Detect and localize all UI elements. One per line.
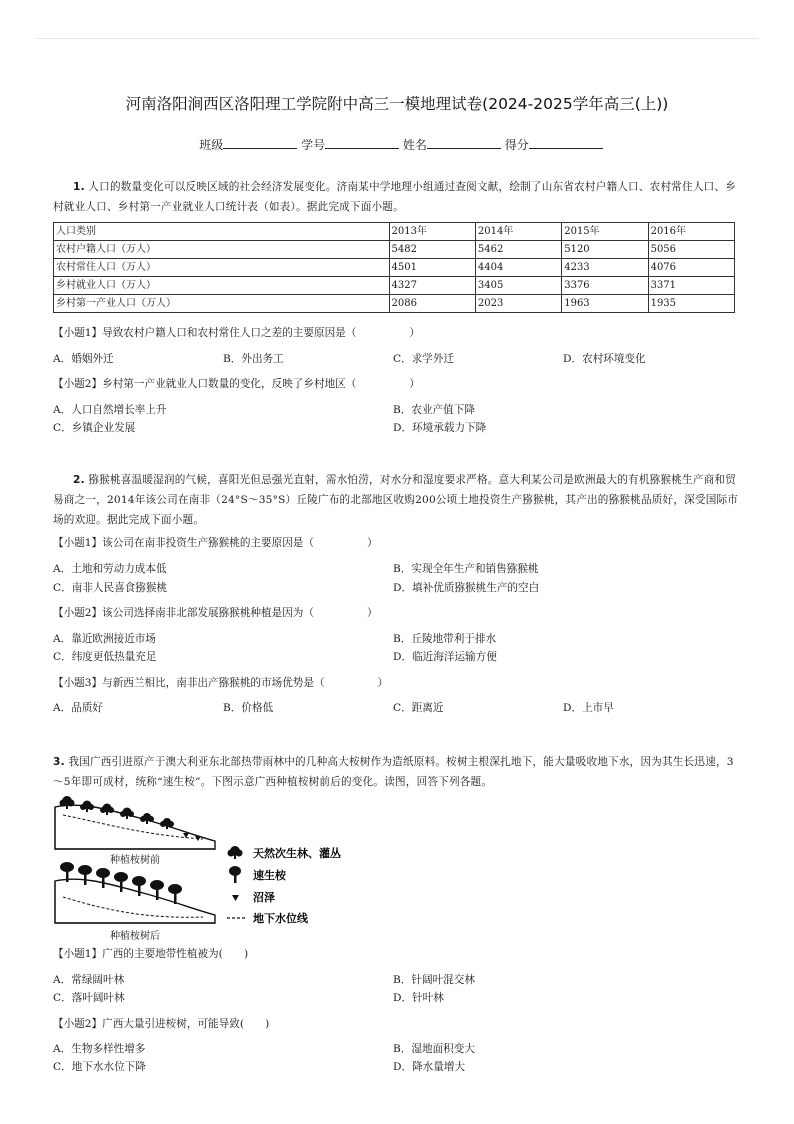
option-a[interactable]: A．品质好	[53, 702, 104, 714]
q1-sub2-question: 【小题2】乡村第一产业就业人口数量的变化，反映了乡村地区（ ）	[53, 378, 420, 390]
after-planting-panel	[55, 862, 215, 941]
eucalyptus-icon	[229, 866, 241, 883]
option-d[interactable]: D．填补优质猕猴桃生产的空白	[393, 582, 540, 594]
table-cell: 4327	[389, 277, 475, 295]
legend-label-groundwater: 地下水位线	[253, 912, 308, 925]
page-title: 河南洛阳涧西区洛阳理工学院附中高三一模地理试卷(2024-2025学年高三(上))	[125, 95, 669, 113]
option-c[interactable]: C．求学外迁	[393, 353, 455, 365]
table-cell: 3405	[475, 277, 561, 295]
q2-sub2-question: 【小题2】该公司选择南非北部发展猕猴桃种植是因为（ ）	[53, 607, 378, 619]
table-cell: 乡村就业人口（万人）	[54, 277, 390, 295]
table-cell: 4501	[389, 259, 475, 277]
name-blank[interactable]	[427, 136, 501, 149]
secondary-forest-icon	[228, 846, 243, 859]
question-text: 人口的数量变化可以反映区域的社会经济发展变化。济南某中学地理小组通过查阅文献，绘制了山东省农村户籍人口、农村常住人口、乡村就业人口、乡村第一产业就业人口统计表（如表）。据此完成下面小题。	[53, 181, 736, 213]
option-a[interactable]: A．靠近欧洲接近市场	[53, 633, 156, 645]
option-a[interactable]: A．婚姻外迁	[53, 353, 114, 365]
table-cell: 2023	[475, 295, 561, 313]
option-c[interactable]: C．距离近	[393, 702, 444, 714]
option-a[interactable]: A．常绿阔叶林	[53, 974, 125, 986]
question-text: 我国广西引进原产于澳大利亚东北部热带雨林中的几种高大桉树作为造纸原料。桉树主根深扎地下，能大量吸收地下水，因为其生长迅速，3～5年即可成材，统称“速生桉”。下图示意广西种植桉树前后的变化。读图，回答下列各题。	[53, 756, 734, 788]
table-row	[54, 295, 735, 313]
table-cell: 1935	[648, 295, 734, 313]
table-cell: 农村户籍人口（万人）	[54, 241, 390, 259]
option-c[interactable]: C．乡镇企业发展	[53, 422, 136, 434]
number-blank[interactable]	[325, 136, 399, 149]
table-cell: 农村常住人口（万人）	[54, 259, 390, 277]
legend-label-forest: 天然次生林、灌丛	[253, 847, 341, 860]
table-cell: 4233	[562, 259, 648, 277]
legend-label-swamp: 沼泽	[253, 891, 275, 904]
option-d[interactable]: D．环境承载力下降	[393, 422, 487, 434]
score-label: 得分	[504, 138, 529, 152]
table-header-cell: 2015年	[562, 223, 648, 241]
option-d[interactable]: D．上市早	[563, 702, 614, 714]
name-label: 姓名	[402, 138, 427, 152]
table-header-cell: 2016年	[648, 223, 734, 241]
table-cell: 4076	[648, 259, 734, 277]
table-cell: 5462	[475, 241, 561, 259]
legend-label-eucalyptus: 速生桉	[253, 869, 286, 882]
option-c[interactable]: C．地下水水位下降	[53, 1061, 146, 1073]
diagram-legend	[227, 846, 341, 925]
option-d[interactable]: D．临近海洋运输方便	[393, 651, 497, 663]
before-planting-panel	[55, 796, 215, 866]
q2-sub3-question: 【小题3】与新西兰相比，南非出产猕猴桃的市场优势是（ ）	[53, 677, 389, 689]
table-header-row	[54, 223, 735, 241]
option-a[interactable]: A．人口自然增长率上升	[53, 404, 167, 416]
table-cell: 3371	[648, 277, 734, 295]
table-cell: 乡村第一产业人口（万人）	[54, 295, 390, 313]
student-info-line	[0, 136, 794, 153]
question-2-stem	[53, 470, 743, 530]
option-d[interactable]: D．降水量增大	[393, 1061, 466, 1073]
swamp-icon	[232, 895, 239, 901]
question-number: 2.	[73, 474, 85, 486]
option-b[interactable]: B．针阔叶混交林	[393, 974, 475, 986]
option-b[interactable]: B．外出务工	[223, 353, 284, 365]
option-a[interactable]: A．土地和劳动力成本低	[53, 563, 167, 575]
option-d[interactable]: D．针叶林	[393, 992, 444, 1004]
q3-sub2-question: 【小题2】广西大量引进桉树，可能导致( )	[53, 1018, 270, 1030]
table-header-cell: 2014年	[475, 223, 561, 241]
table-cell: 5482	[389, 241, 475, 259]
q3-sub1-question: 【小题1】广西的主要地带性植被为( )	[53, 948, 249, 960]
question-number: 3.	[53, 756, 65, 768]
option-c[interactable]: C．纬度更低热量充足	[53, 651, 157, 663]
option-b[interactable]: B．湿地面积变大	[393, 1043, 475, 1055]
table-row	[54, 277, 735, 295]
question-1-stem	[53, 177, 743, 217]
table-header-cell: 人口类别	[54, 223, 390, 241]
table-header-cell: 2013年	[389, 223, 475, 241]
table-row	[54, 241, 735, 259]
header-divider	[36, 38, 758, 39]
option-b[interactable]: B．实现全年生产和销售猕猴桃	[393, 563, 539, 575]
table-cell: 3376	[562, 277, 648, 295]
q2-sub1-question: 【小题1】该公司在南非投资生产猕猴桃的主要原因是（ ）	[53, 537, 378, 549]
eucalyptus-diagram	[53, 793, 373, 945]
option-d[interactable]: D．农村环境变化	[563, 353, 646, 365]
population-table	[53, 222, 735, 313]
after-caption: 种植桉树后	[110, 931, 160, 941]
option-b[interactable]: B．农业产值下降	[393, 404, 475, 416]
option-c[interactable]: C．南非人民喜食猕猴桃	[53, 582, 168, 594]
before-caption: 种植桉树前	[110, 855, 160, 866]
class-blank[interactable]	[223, 136, 297, 149]
option-a[interactable]: A．生物多样性增多	[53, 1043, 146, 1055]
table-cell: 5120	[562, 241, 648, 259]
table-cell: 5056	[648, 241, 734, 259]
table-cell: 1963	[562, 295, 648, 313]
option-c[interactable]: C．落叶阔叶林	[53, 992, 125, 1004]
question-number: 1.	[73, 181, 85, 193]
table-cell: 4404	[475, 259, 561, 277]
table-cell: 2086	[389, 295, 475, 313]
class-label: 班级	[199, 138, 224, 152]
number-label: 学号	[301, 138, 326, 152]
option-b[interactable]: B．丘陵地带利于排水	[393, 633, 497, 645]
eucalyptus-diagram-svg	[53, 793, 373, 941]
option-b[interactable]: B．价格低	[223, 702, 274, 714]
score-blank[interactable]	[529, 136, 603, 149]
table-row	[54, 259, 735, 277]
q1-sub1-question: 【小题1】导致农村户籍人口和农村常住人口之差的主要原因是（ ）	[53, 327, 420, 339]
question-text: 猕猴桃喜温暖湿润的气候，喜阳光但忌强光直射，需水怕涝，对水分和湿度要求严格。意大利某公司是欧洲最大的有机猕猴桃生产商和贸易商之一，2014年该公司在南非（24°S～35°S）丘陵广布的北部地区收购200公顷土地投资生产猕猴桃，其产出的猕猴桃品质好，深受国际市场的欢迎。据此完成下面小题。	[53, 474, 739, 526]
question-3-stem	[53, 752, 743, 792]
